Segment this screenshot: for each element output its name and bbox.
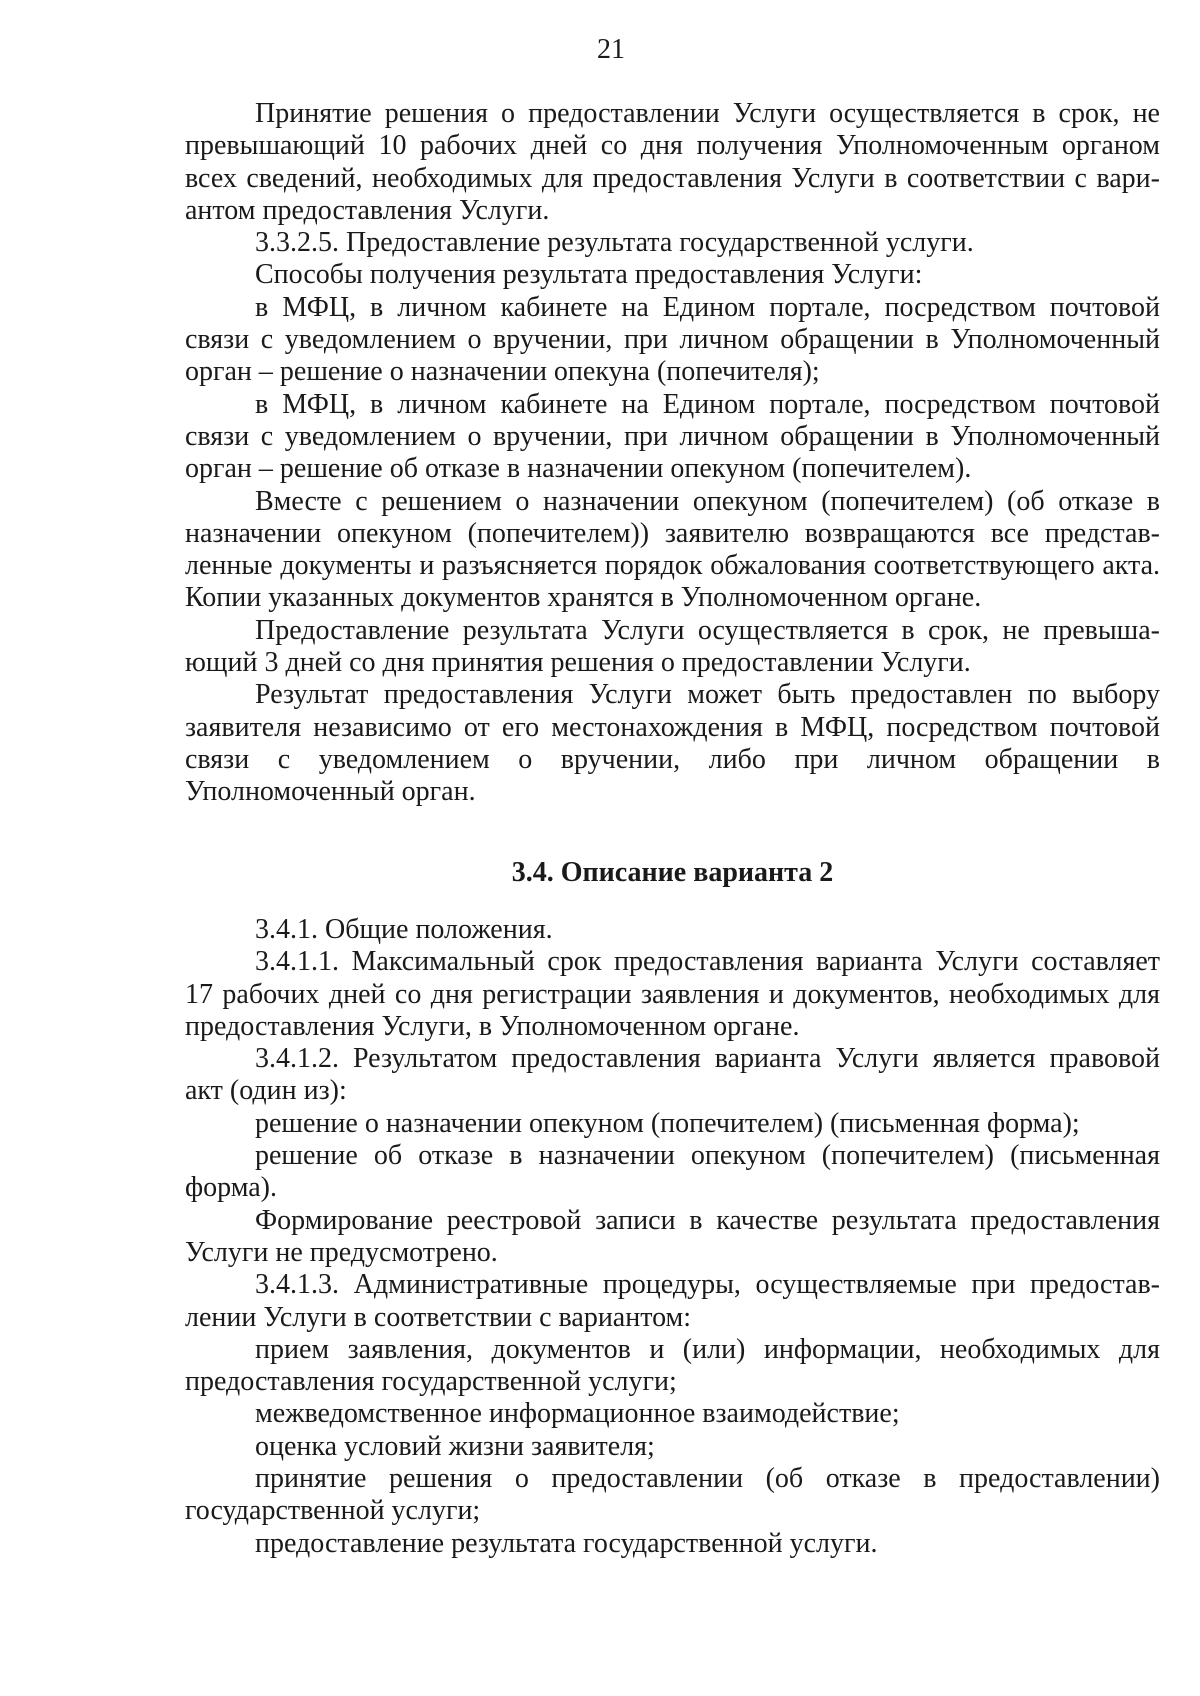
section-heading: 3.4. Описание варианта 2 (511, 857, 834, 888)
paragraph: предоставление результата государственной услуги. (255, 1527, 878, 1559)
paragraph: Вместе с решением о назначении опекуном (попечителем) (об отказе в назначении опекуном (попечителем)) заявителю возвращаются все представленные документы и разъясняется порядок обжалования соответствующего акта. Копии указанных документов хранятся в Уполномоченном органе. (185, 485, 1160, 614)
paragraph: оценка условий жизни заявителя; (255, 1430, 655, 1462)
paragraph: решение о назначении опекуном (попечителем) (письменная форма); (255, 1107, 1080, 1139)
paragraph: 3.4.1. Общие положения. (255, 914, 553, 945)
paragraph: 3.4.1.1. Максимальный срок предоставления варианта Услуги составляет 17 рабочих дней со дня регистрации заявления и документов, необходимых для предоставления Услуги, в Уполномоченном органе. (185, 946, 1160, 1042)
paragraph: в МФЦ, в личном кабинете на Едином портале, посредством почтовой связи с уведомлением о вручении, при личном обращении в Уполномоченный орган – решение об отказе в назначении опекуном (попечителем). (185, 388, 1160, 485)
section-3-4-body (185, 914, 1160, 1560)
paragraph: 3.4.1.2. Результатом предоставления варианта Услуги является правовой акт (один из): (185, 1043, 1160, 1107)
paragraph: Способы получения результата предоставления Услуги: (255, 259, 923, 291)
paragraph: 3.3.2.5. Предоставление результата государственной услуги. (255, 227, 974, 259)
section-3-3-body (185, 98, 1160, 809)
paragraph: Предоставление результата Услуги осуществляется в срок, не превышающий 3 дней со дня принятия решения о предоставлении Услуги. (185, 614, 1160, 679)
paragraph: Принятие решения о предоставлении Услуги осуществляется в срок, не превышающий 10 рабочих дней со дня получения Уполномоченным органом всех сведений, необходимых для предоставления Услуги в соответствии с вариантом предоставления Услуги. (185, 98, 1160, 226)
paragraph: принятие решения о предоставлении (об отказе в предоставлении) государственной услуги; (185, 1463, 1160, 1527)
paragraph: прием заявления, документов и (или) информации, необходимых для предоставления государственной услуги; (185, 1333, 1160, 1398)
paragraph: 3.4.1.3. Административные процедуры, осуществляемые при предоставлении Услуги в соответствии с вариантом: (185, 1269, 1160, 1333)
paragraph: Результат предоставления Услуги может быть предоставлен по выбору заявителя независимо от его местонахождения в МФЦ, посредством почтовой связи с уведомлением о вручении, либо при личном обращении в Уполномоченный орган. (185, 679, 1160, 808)
paragraph: решение об отказе в назначении опекуном (попечителем) (письменная форма). (185, 1140, 1160, 1204)
paragraph: в МФЦ, в личном кабинете на Едином портале, посредством почтовой связи с уведомлением о вручении, при личном обращении в Уполномоченный орган – решение о назначении опекуна (попечителя); (185, 291, 1160, 388)
page-number: 21 (597, 34, 625, 65)
paragraph: Формирование реестровой записи в качестве результата предоставления Услуги не предусмотрено. (185, 1204, 1160, 1268)
paragraph: межведомственное информационное взаимодействие; (255, 1398, 900, 1430)
